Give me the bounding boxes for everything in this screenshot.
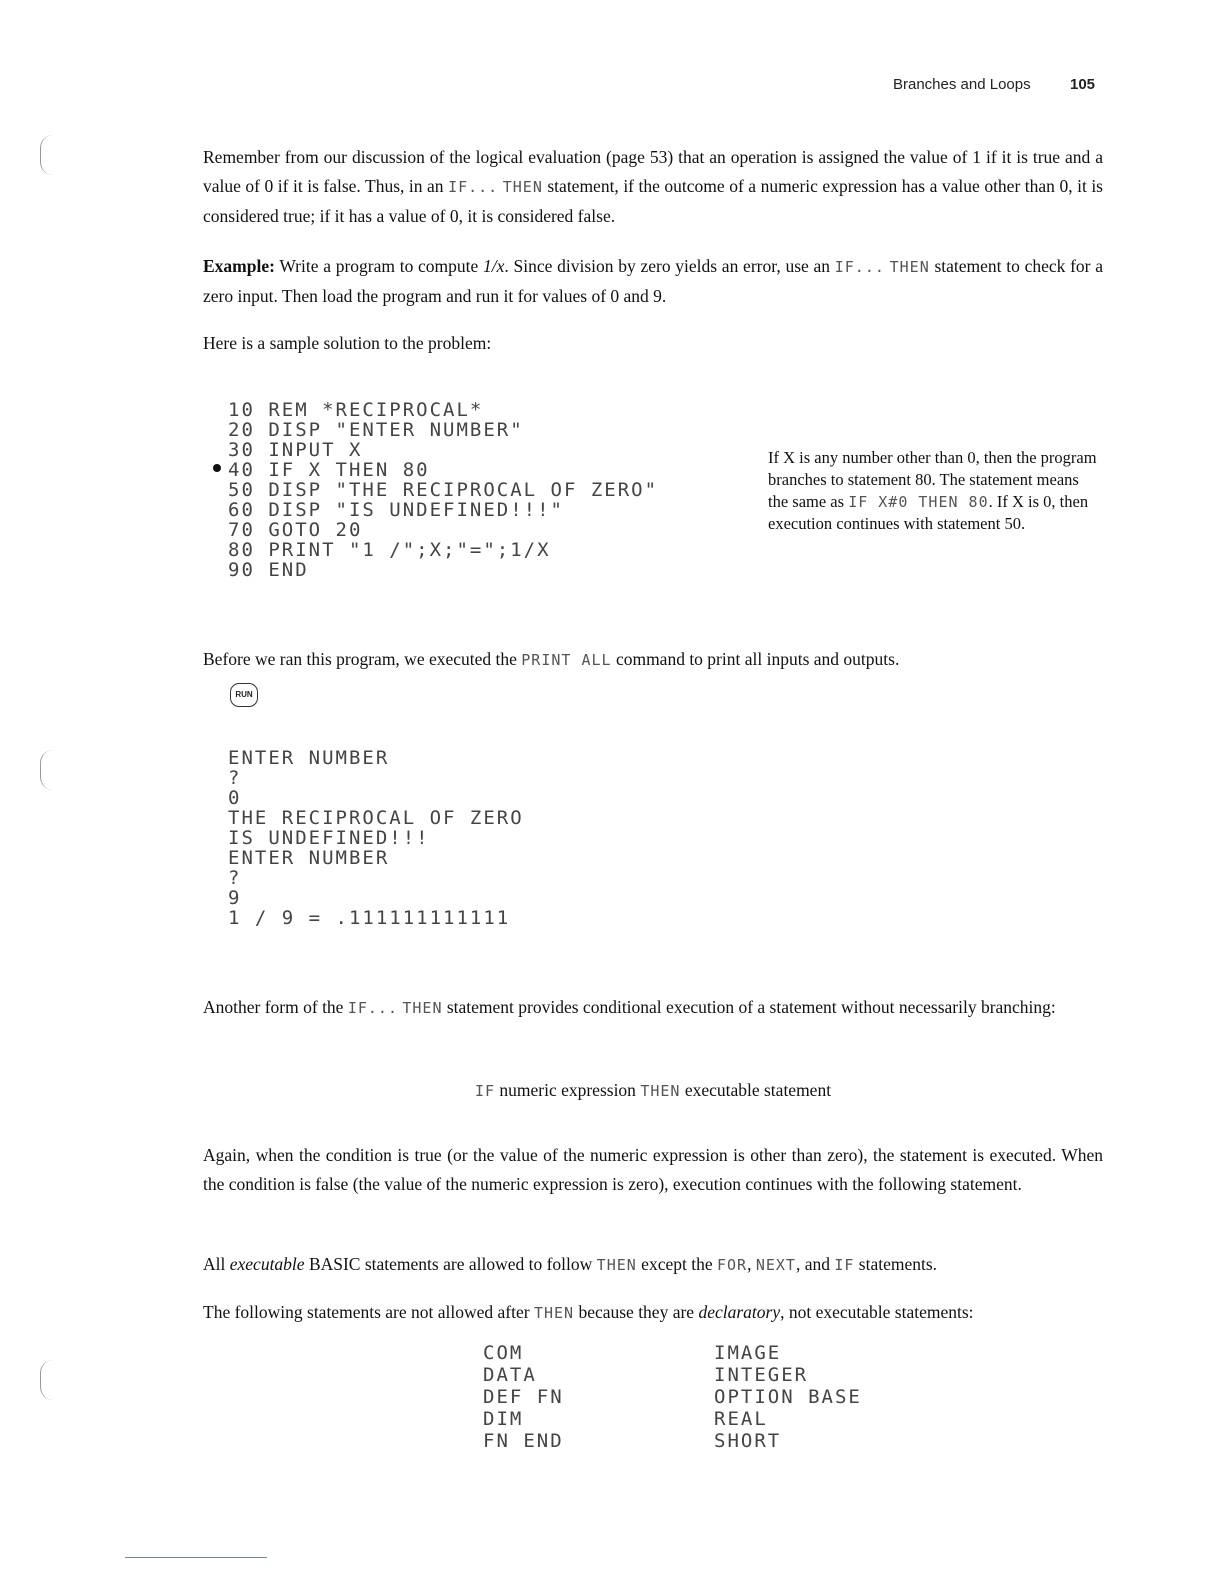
keyword-then: THEN (402, 999, 443, 1017)
list-item: DEF FN (483, 1386, 564, 1408)
keyword-then: THEN (502, 178, 543, 196)
paragraph-logical-evaluation: Remember from our discussion of the logical evaluation (page 53) that an operation is assigned the value of 1 if it is true and a value of 0 if it is false. Thus, in an IF... THEN statement, if the outcome of a numeric expression has a value other than 0, it is considered true; if it has a value of 0, it is considered false. (203, 147, 1103, 226)
keyword-if: IF (834, 1256, 855, 1274)
paragraph-not-allowed: The following statements are not allowed after THEN because they are declaratory, not executable statements: (203, 1302, 974, 1322)
paragraph-allowed: All executable BASIC statements are allowed to follow THEN except the FOR, NEXT, and IF statements. (203, 1254, 938, 1274)
keyword-if: IF... (834, 258, 885, 276)
list-item: IMAGE (714, 1342, 782, 1364)
code-line: 50 DISP "THE RECIPROCAL OF ZERO" (228, 479, 659, 501)
keyword-if: IF... (347, 999, 398, 1017)
keyword-then: THEN (596, 1256, 637, 1274)
paragraph-example: Example: Write a program to compute 1/x. Since division by zero yields an error, use an IF... THEN statement to check for a zero input. Then load the program and run it for values of 0 and 9. (203, 256, 1104, 306)
list-item: FN END (483, 1430, 564, 1452)
page-number: 105 (1070, 76, 1096, 93)
list-item: INTEGER (714, 1364, 809, 1386)
bullet-marker (213, 464, 221, 472)
code-line: 20 DISP "ENTER NUMBER" (228, 419, 524, 441)
margin-mark-bottom (40, 1360, 53, 1400)
syntax-line: IF numeric expression THEN executable statement (474, 1080, 832, 1100)
list-item: DIM (483, 1408, 524, 1430)
code-line: 60 DISP "IS UNDEFINED!!!" (228, 499, 564, 521)
keyword-next: NEXT (755, 1256, 796, 1274)
code-line: 30 INPUT X (228, 439, 363, 461)
keyword-then: THEN (640, 1082, 681, 1100)
keyword-then: THEN (889, 258, 930, 276)
margin-mark-middle (40, 750, 53, 790)
keyword-if: IF (474, 1082, 495, 1100)
paragraph-another-form: Another form of the IF... THEN statement provides conditional execution of a statement without necessarily branching: (203, 997, 1056, 1017)
output-line: 9 (228, 887, 242, 909)
list-item: DATA (483, 1364, 537, 1386)
declaratory-list-right (714, 1342, 862, 1452)
output-line: THE RECIPROCAL OF ZERO (228, 807, 524, 829)
fraction-one-over-x: 1/x (483, 256, 505, 276)
list-item: SHORT (714, 1430, 782, 1452)
code-line: 10 REM *RECIPROCAL* (228, 399, 484, 421)
paragraph-again: Again, when the condition is true (or the value of the numeric expression is other than zero), the statement is executed. When the condition is false (the value of the numeric expression is zero), execution continues with the following statement. (203, 1145, 1103, 1194)
keyword-if: IF... (448, 178, 499, 196)
output-line: ENTER NUMBER (228, 747, 390, 769)
code-line: 40 IF X THEN 80 (228, 459, 430, 481)
program-output (228, 748, 524, 928)
run-key-icon: RUN (230, 683, 258, 707)
output-line: ENTER NUMBER (228, 847, 390, 869)
margin-mark-top (40, 135, 53, 175)
side-note: If X is any number other than 0, then the program branches to statement 80. The statement means the same as IF X#0 THEN 80. If X is 0, then execution continues with statement 50. (768, 448, 1097, 533)
footer-rule (125, 1557, 267, 1558)
output-line: ? (228, 767, 242, 789)
code-line: 80 PRINT "1 /";X;"=";1/X (228, 539, 551, 561)
example-label: Example: (203, 256, 275, 276)
keyword-print-all: PRINT ALL (521, 651, 612, 669)
output-line: ? (228, 867, 242, 889)
output-line: IS UNDEFINED!!! (228, 827, 430, 849)
paragraph-before-run: Before we ran this program, we executed the PRINT ALL command to print all inputs and outputs. (203, 649, 900, 669)
code-line: 70 GOTO 20 (228, 519, 363, 541)
running-header-title: Branches and Loops (893, 76, 1031, 93)
keyword-then: THEN (533, 1304, 575, 1322)
keyword-for: FOR (716, 1256, 748, 1274)
output-line: 0 (228, 787, 242, 809)
program-listing (228, 400, 658, 580)
list-item: COM (483, 1342, 524, 1364)
code-line: 90 END (228, 559, 309, 581)
output-line: 1 / 9 = .111111111111 (228, 907, 511, 929)
declaratory-list-left (483, 1342, 564, 1452)
paragraph-sample-intro: Here is a sample solution to the problem: (203, 333, 492, 353)
list-item: OPTION BASE (714, 1386, 862, 1408)
list-item: REAL (714, 1408, 768, 1430)
keyword-if-then-80: IF X#0 THEN 80 (848, 493, 989, 511)
